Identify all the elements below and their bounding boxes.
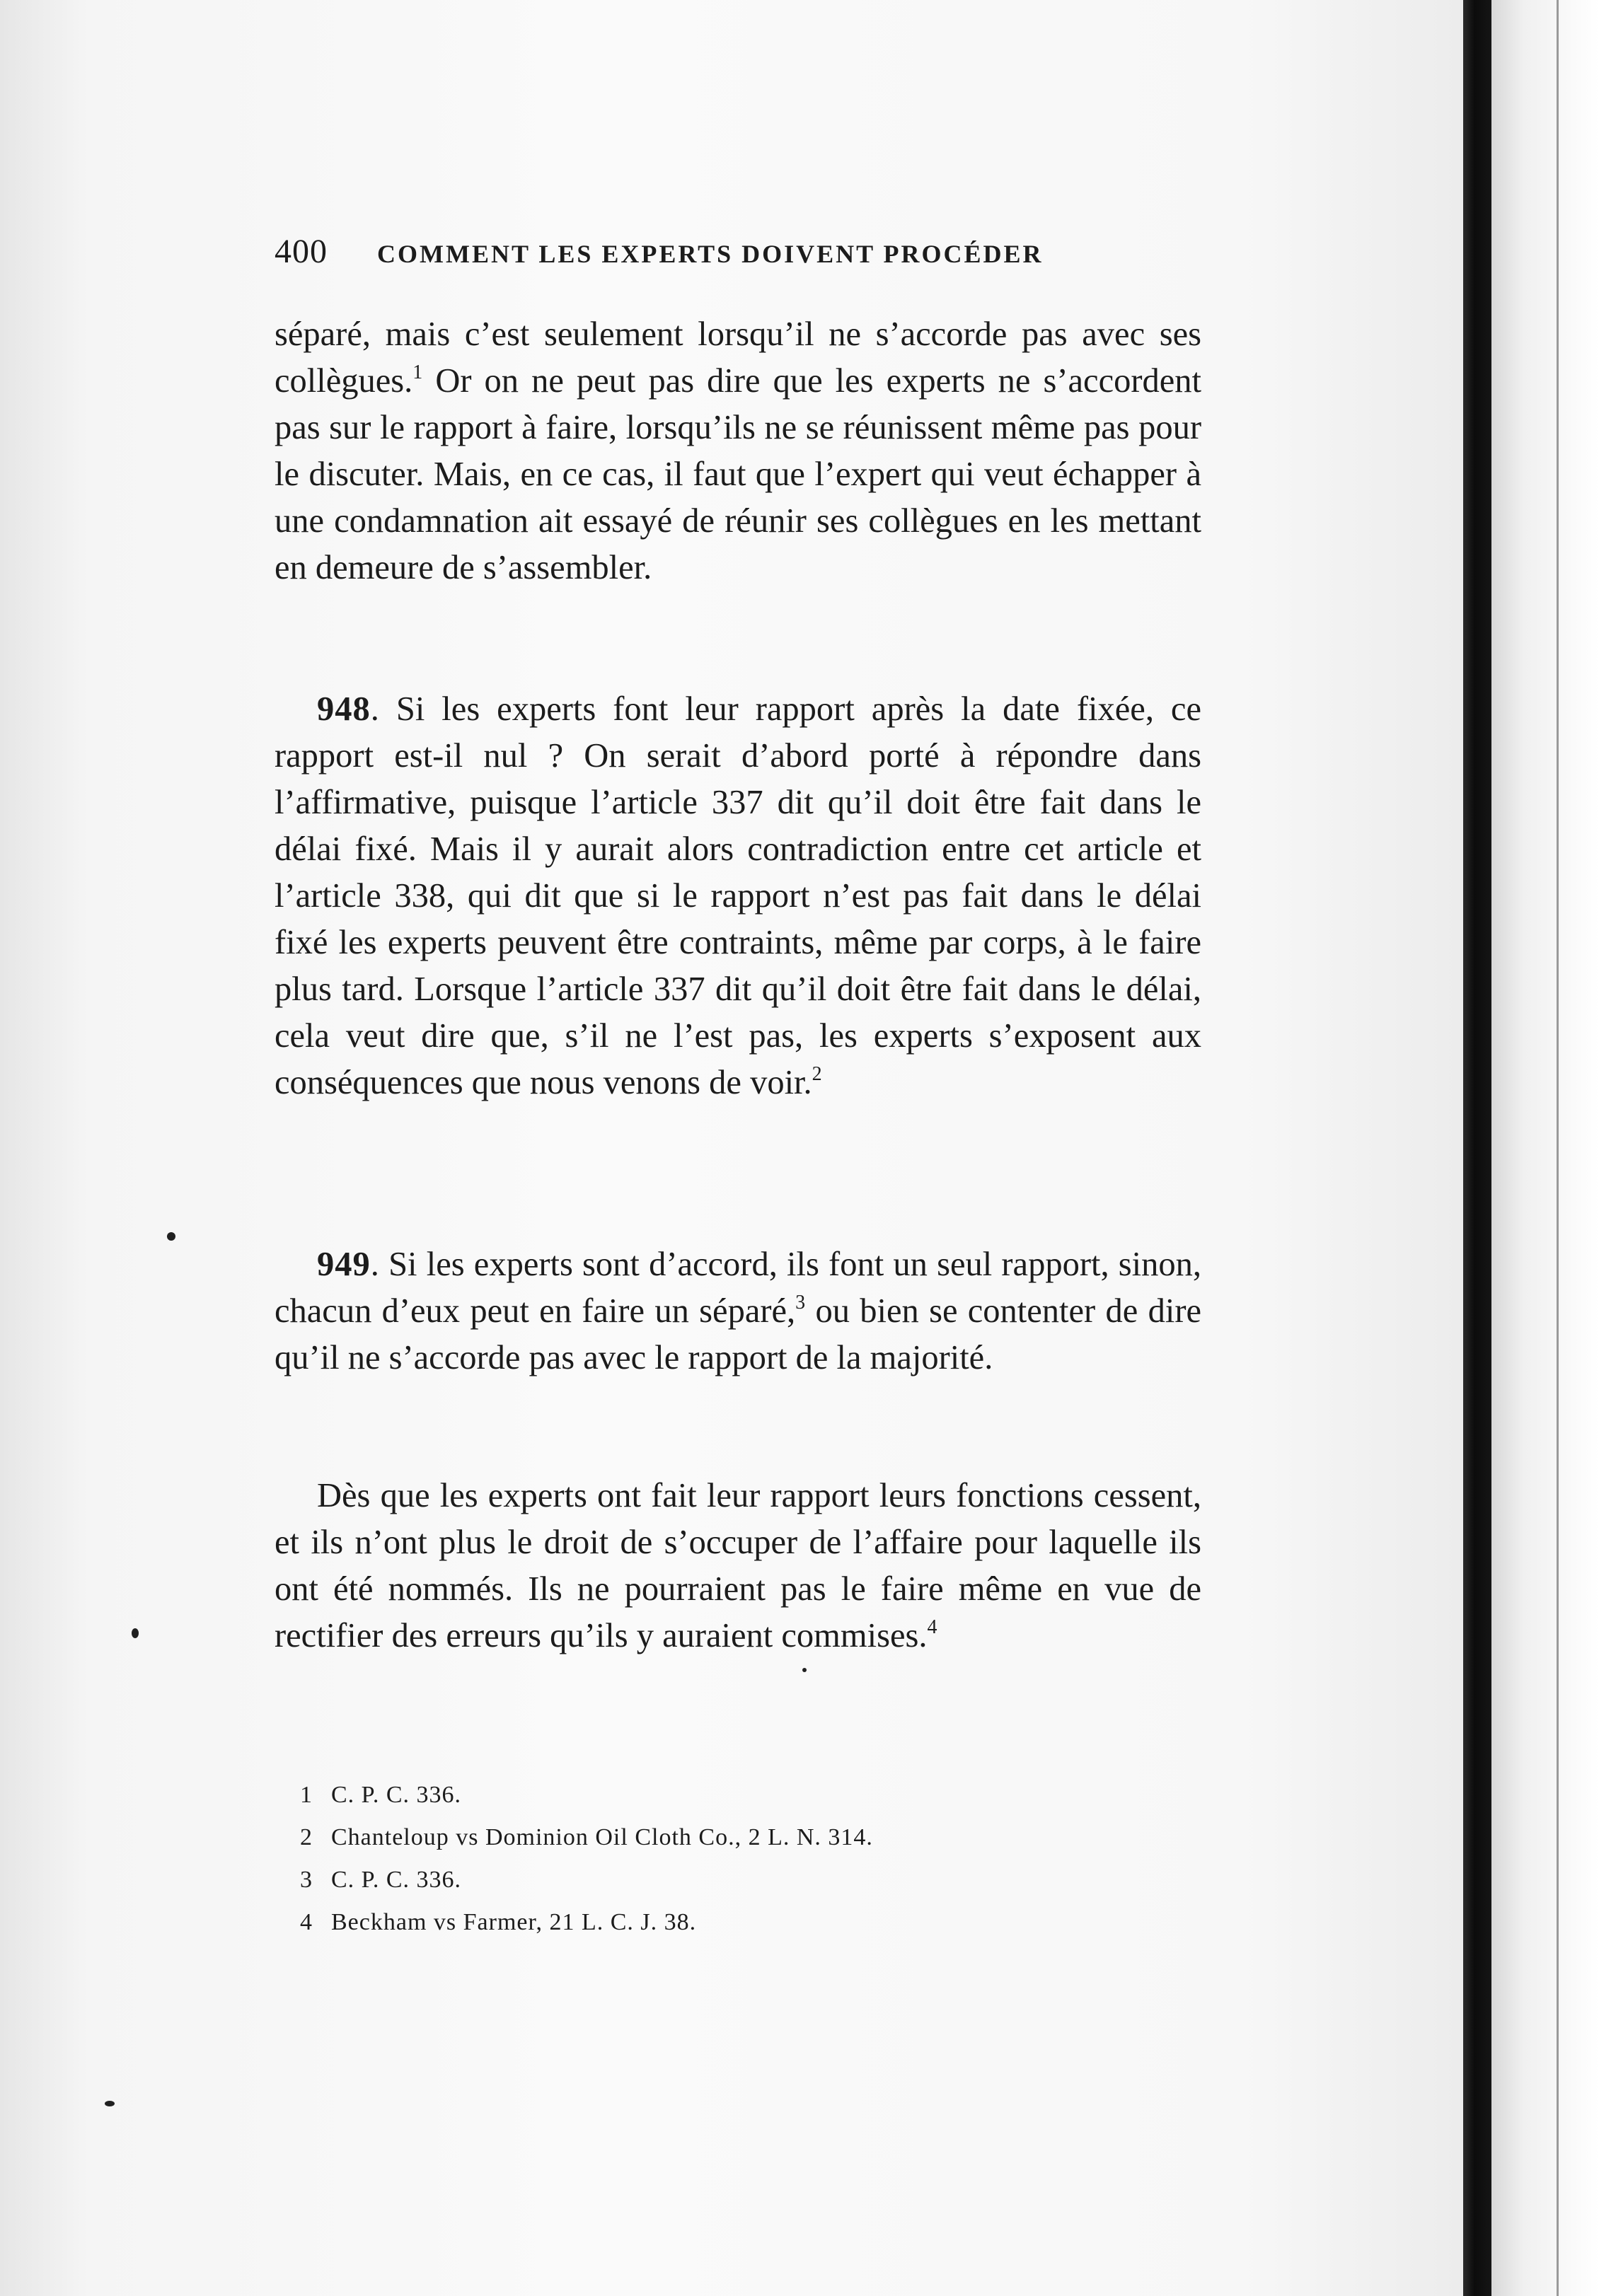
footnote-text: Beckham vs Farmer, 21 L. C. J. 38. [331, 1909, 697, 1935]
binding-gutter [1463, 0, 1491, 2296]
scan-speck [105, 2101, 115, 2106]
scan-speck [132, 1628, 139, 1638]
paragraph-text: . Si les experts font leur rapport après la date fixée, ce rapport est-il nul ? On serait d’abord porté à répondre dans l’affirmative, puisque l’article 337 dit qu’il doit être fait dans le délai fixé. Mais il y aurait alors contradiction entre cet article et l’article 338, qui dit que si le rapport n’est pas fait dans le délai fixé les experts peuvent être contraints, même par corps, à le faire plus tard. Lorsque l’article 337 dit qu’il doit être fait dans le délai, cela veut dire que, s’il ne l’est pas, les experts s’exposent aux conséquences que nous venons de voir. [275, 690, 1201, 1101]
article-number: 949 [317, 1246, 371, 1283]
footnote-ref: 3 [795, 1291, 806, 1314]
paragraph-949 [275, 1241, 1201, 1381]
footnote [300, 1859, 1149, 1901]
footnote-mark: 3 [300, 1867, 313, 1893]
footnote-text: Chanteloup vs Dominion Oil Cloth Co., 2 L. N. 314. [331, 1824, 873, 1850]
paragraph-text: séparé, mais c’est seulement lorsqu’il ne s’accorde pas avec ses collègues. [275, 315, 1201, 400]
scan-speck [167, 1232, 175, 1241]
paragraph-text: Or on ne peut pas dire que les experts ne s’accordent pas sur le rapport à faire, lorsqu’ils ne se réunissent même pas pour le discuter. Mais, en ce cas, il faut que l’expert qui veut échapper à une condamnation ait essayé de réunir ses collègues en les mettant en demeure de s’assembler. [275, 362, 1201, 586]
scan-speck [802, 1668, 807, 1672]
footnote [300, 1901, 1149, 1944]
footnote-ref: 2 [812, 1062, 822, 1085]
paragraph-final [275, 1473, 1201, 1659]
footnotes [300, 1774, 1149, 1944]
article-number: 948 [317, 690, 371, 728]
footnote-ref: 1 [412, 361, 423, 383]
paragraph-text: . Si les experts sont d’accord, ils font un seul rapport, sinon, chacun d’eux peut en faire un séparé, [275, 1246, 1201, 1330]
footnote-text: C. P. C. 336. [331, 1782, 461, 1808]
paragraph-continuation [275, 311, 1201, 591]
paragraph-948 [275, 686, 1201, 1106]
page-edge [1491, 0, 1599, 2296]
footnote [300, 1774, 1149, 1816]
page-number: 400 [275, 233, 328, 270]
footnote-ref: 4 [927, 1616, 937, 1638]
paragraph-text: ou bien se contenter de dire qu’il ne s’accorde pas avec le rapport de la majorité. [275, 1292, 1201, 1376]
footnote-mark: 2 [300, 1824, 313, 1850]
footnote-mark: 1 [300, 1782, 313, 1808]
paragraph-text: Dès que les experts ont fait leur rapport leurs fonctions cessent, et ils n’ont plus le droit de s’occuper de l’affaire pour laquelle ils ont été nommés. Ils ne pourraient pas le faire même en vue de rectifier des erreurs qu’ils y auraient commises. [275, 1477, 1201, 1654]
running-head: COMMENT LES EXPERTS DOIVENT PROCÉDER [377, 240, 1044, 268]
footnote [300, 1816, 1149, 1859]
footnote-mark: 4 [300, 1909, 313, 1935]
footnote-text: C. P. C. 336. [331, 1867, 461, 1893]
page-header [275, 232, 1201, 282]
page-edge-line [1557, 0, 1559, 2296]
